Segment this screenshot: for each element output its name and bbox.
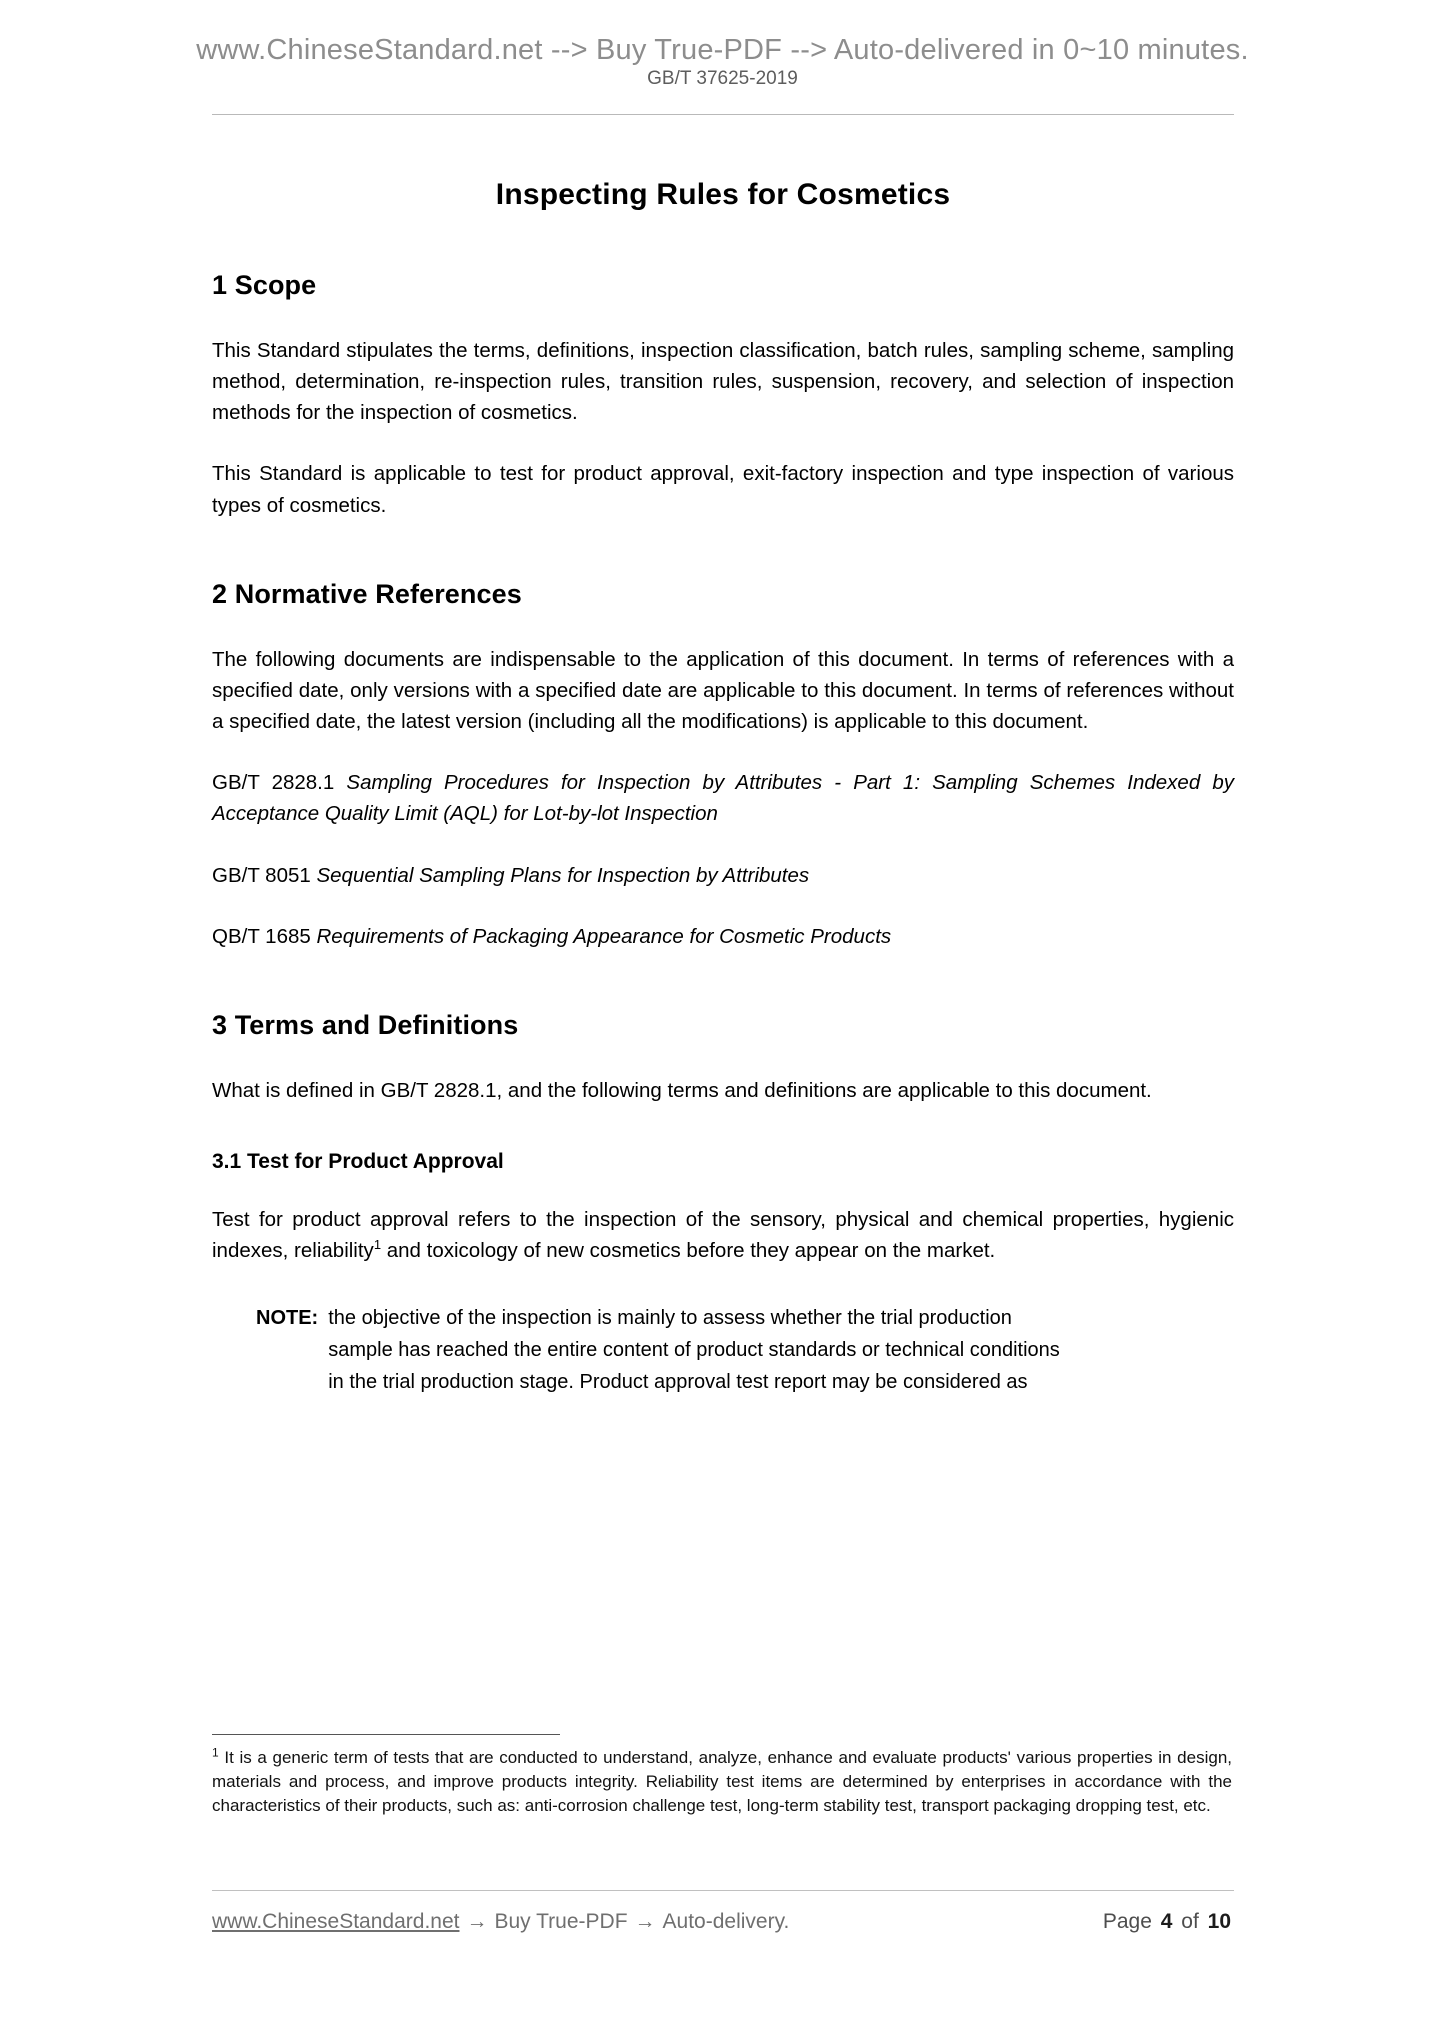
section-heading-scope: 1 Scope xyxy=(212,270,317,300)
note-block xyxy=(256,1302,1234,1398)
of-word: of xyxy=(1181,1910,1199,1933)
footer-divider xyxy=(212,1890,1234,1891)
note-line: the objective of the inspection is mainly to assess whether the trial production xyxy=(328,1307,1012,1330)
test-for-product-approval-paragraph xyxy=(212,1204,1234,1266)
page-total: 10 xyxy=(1207,1910,1231,1933)
footer-delivery-label: Auto-delivery. xyxy=(662,1910,790,1933)
reference-item xyxy=(212,860,1234,891)
running-head-standard-number: GB/T 37625-2019 xyxy=(647,68,798,89)
reference-item xyxy=(212,921,1234,952)
footnote-body: It is a generic term of tests that are conducted to understand, analyze, enhance and evaluate products' various properties in design, materials and process, and improve products integrity. Reliability test items are determined by enterprises in accordance with the characteristics of their products, such as: anti-corrosion challenge test, long-term stability test, transport packaging dropping test, etc. xyxy=(212,1748,1232,1816)
scope-paragraph-1: This Standard stipulates the terms, definitions, inspection classification, batch rules, sampling scheme, sampling method, determination, re-inspection rules, transition rules, suspension, recovery, and selection of inspection methods for the inspection of cosmetics. xyxy=(212,339,1234,425)
page-word: Page xyxy=(1102,1910,1152,1933)
arrow-right-icon: → xyxy=(634,1910,656,1933)
note-body xyxy=(328,1302,1060,1398)
note-line: in the trial production stage. Product approval test report may be considered as xyxy=(328,1371,1028,1394)
reference-code: GB/T 8051 xyxy=(212,863,311,887)
reference-title: Sequential Sampling Plans for Inspection by Attributes xyxy=(316,863,810,887)
page-title: Inspecting Rules for Cosmetics xyxy=(495,178,951,211)
normative-references-paragraph-1: The following documents are indispensable to the application of this document. In terms of references with a specified date, only versions with a specified date are applicable to this document. In terms of references without a specified date, the latest version (including all the modifications) is applicable to this document. xyxy=(212,647,1234,734)
note-label: NOTE: xyxy=(256,1307,319,1330)
subsection-heading-test-for-product-approval: 3.1 Test for Product Approval xyxy=(212,1150,504,1174)
page-indicator xyxy=(1103,1910,1234,1934)
reference-item xyxy=(212,767,1234,829)
header-divider xyxy=(212,114,1234,115)
section-heading-normative-references: 2 Normative References xyxy=(212,578,522,609)
document-body xyxy=(212,150,1234,1398)
footnote-marker: 1 xyxy=(212,1745,219,1760)
scope-paragraph-2: This Standard is applicable to test for product approval, exit-factory inspection and type inspection of various types of cosmetics. xyxy=(212,462,1234,517)
footnote-text xyxy=(212,1746,1232,1818)
paragraph-text-part-2: and toxicology of new cosmetics before they appear on the market. xyxy=(381,1239,996,1263)
promo-watermark-header: www.ChineseStandard.net --> Buy True-PDF --> Auto-delivered in 0~10 minutes. xyxy=(196,34,1249,66)
reference-title: Requirements of Packaging Appearance for Cosmetic Products xyxy=(316,924,892,948)
page-number: 4 xyxy=(1160,1910,1173,1933)
footnote-reference-marker: 1 xyxy=(373,1237,382,1253)
footer-site-link[interactable]: www.ChineseStandard.net xyxy=(212,1910,460,1933)
terms-paragraph-1: What is defined in GB/T 2828.1, and the following terms and definitions are applicable to this document. xyxy=(212,1078,1152,1102)
reference-code: QB/T 1685 xyxy=(212,924,311,948)
page-footer xyxy=(212,1910,1234,1934)
section-heading-terms-and-definitions: 3 Terms and Definitions xyxy=(212,1009,519,1040)
footer-buy-label: Buy True-PDF xyxy=(494,1910,628,1933)
reference-title: Sampling Procedures for Inspection by Attributes - Part 1: Sampling Schemes Indexed by Acceptance Quality Limit (AQL) for Lot-by-lot Inspection xyxy=(212,771,1234,826)
footnote-separator xyxy=(212,1734,560,1735)
reference-code: GB/T 2828.1 xyxy=(212,771,335,795)
paragraph-text-part-1: Test for product approval refers to the inspection of the sensory, physical and chemical properties, hygienic indexes, reliability xyxy=(212,1208,1234,1263)
arrow-right-icon: → xyxy=(466,1910,488,1933)
note-line: sample has reached the entire content of product standards or technical conditions xyxy=(328,1339,1060,1362)
